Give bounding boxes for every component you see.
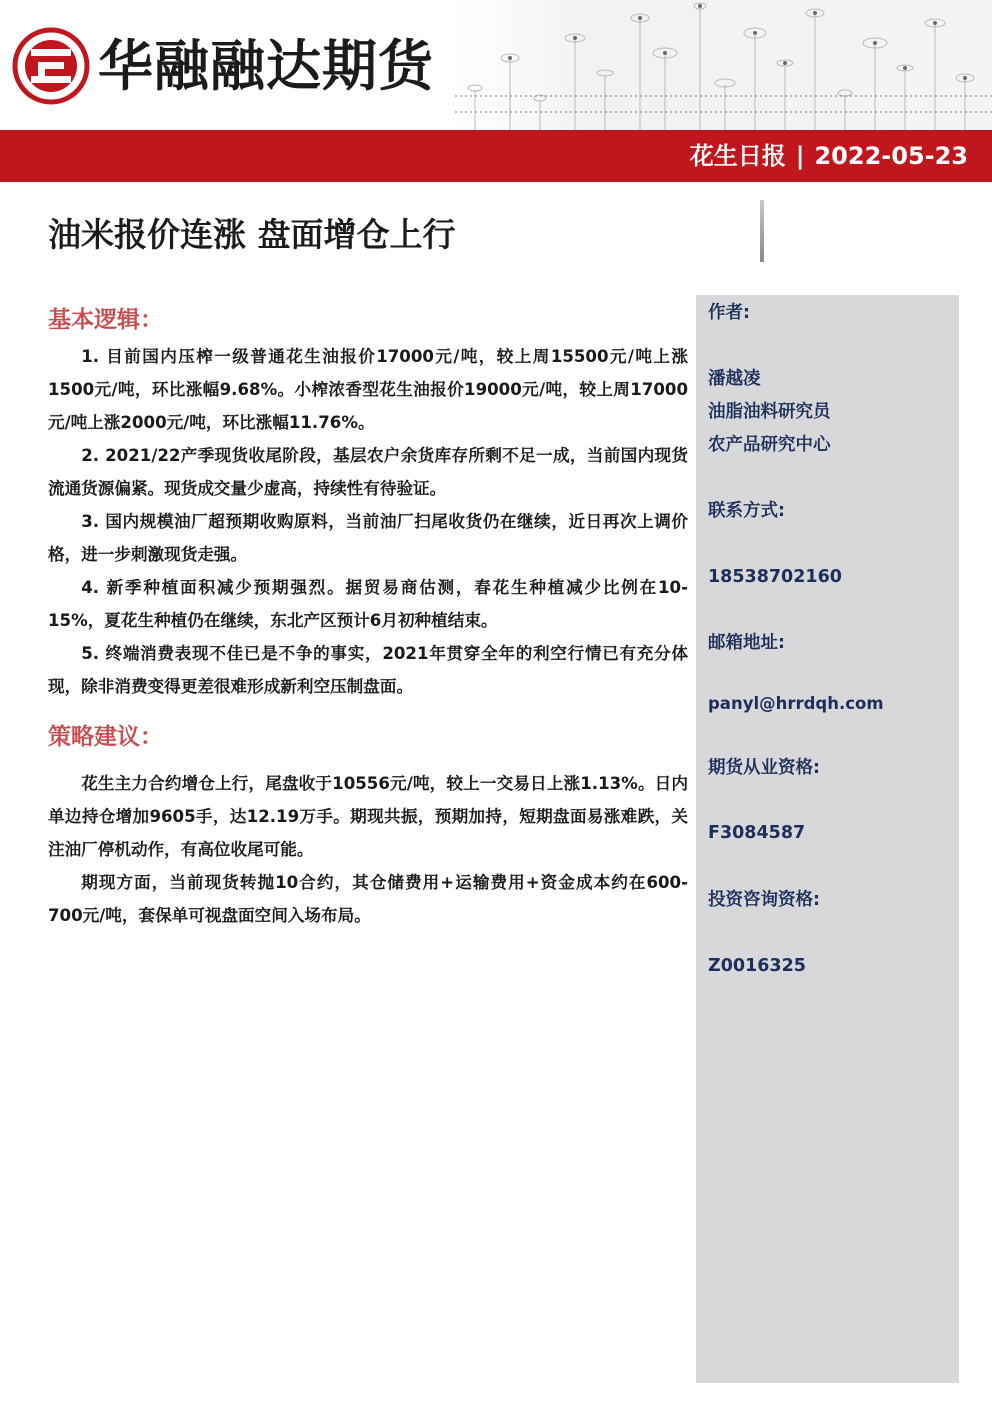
author-sidebar [696,295,959,1383]
email-address[interactable]: panyl@hrrdqh.com [708,694,884,713]
logic-paragraph: 3. 国内规模油厂超预期收购原料，当前油厂扫尾收货仍在继续，近日再次上调价格，进一步刺激现货走强。 [48,512,688,564]
report-tag [690,133,968,179]
author-name: 潘越凌 [708,369,761,389]
logic-paragraph: 2. 2021/22产季现货收尾阶段，基层农户余货库存所剩不足一成，当前国内现货流通货源偏紧。现货成交量少虚高，持续性有待验证。 [48,446,688,498]
brand-name: 华融融达期货 [98,33,435,98]
header-decoration [455,0,992,130]
report-date: 2022-05-23 [814,142,968,170]
section-heading-strategy: 策略建议： [48,724,163,750]
contact-label: 联系方式: [708,501,785,521]
logic-paragraph: 1. 目前国内压榨一级普通花生油报价17000元/吨，较上周15500元/吨上涨1500元/吨，环比涨幅9.68%。小榨浓香型花生油报价19000元/吨，较上周17000元/吨上涨2000元/吨，环比涨幅11.76%。 [48,347,688,432]
section-heading-logic: 基本逻辑： [48,307,163,333]
company-logo-icon [12,27,90,105]
report-type: 花生日报 [689,142,786,170]
strategy-paragraph: 期现方面，当前现货转抛10合约，其仓储费用+运输费用+资金成本约在600-700元/吨，套保单可视盘面空间入场布局。 [48,873,688,925]
contact-phone: 18538702160 [708,567,842,587]
author-label: 作者: [708,303,750,323]
futures-cert-label: 期货从业资格: [708,758,820,778]
strategy-paragraph: 花生主力合约增仓上行，尾盘收于10556元/吨，较上一交易日上涨1.13%。日内单边持仓增加9605手，达12.19万手。期现共振，预期加持，短期盘面易涨难跌，关注油厂停机动作，有高位收尾可能。 [48,774,688,859]
section-strategy [48,717,688,932]
title-divider [760,200,764,262]
main-content [48,300,688,932]
author-title: 油脂油料研究员 [708,402,831,422]
report-header [0,0,992,130]
consult-cert-value: Z0016325 [708,956,806,976]
tag-separator: | [795,142,805,170]
section-logic [48,300,688,703]
logic-paragraph: 5. 终端消费表现不佳已是不争的事实，2021年贯穿全年的利空行情已有充分体现，除非消费变得更差很难形成新利空压制盘面。 [48,644,688,696]
email-label: 邮箱地址: [708,633,785,653]
futures-cert-value: F3084587 [708,823,806,843]
author-dept: 农产品研究中心 [708,435,831,455]
consult-cert-label: 投资咨询资格: [708,890,820,910]
logic-paragraph: 4. 新季种植面积减少预期强烈。据贸易商估测，春花生种植减少比例在10-15%，夏花生种植仍在继续，东北产区预计6月初种植结束。 [48,578,688,630]
report-title: 油米报价连涨 盘面增仓上行 [48,215,456,254]
